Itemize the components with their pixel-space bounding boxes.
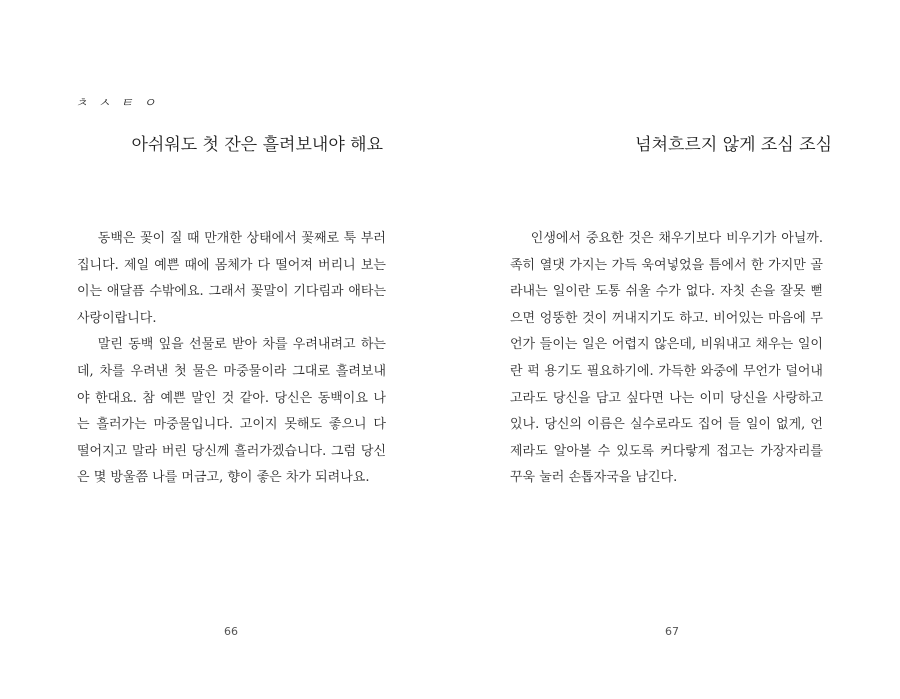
paragraph: 동백은 꽃이 질 때 만개한 상태에서 꽃째로 툭 부러집니다. 제일 예쁜 때에 몸체가 다 떨어져 버리니 보는 이는 애달픔 수밖에요. 그래서 꽃말이 기다림과 애타는 사랑이랍니다. <box>77 231 386 326</box>
page-title: 아쉬워도 첫 잔은 흘려보내야 해요 <box>131 135 383 155</box>
page-title: 넘쳐흐르지 않게 조심 조심 <box>635 135 832 155</box>
paragraph: 말린 동백 잎을 선물로 받아 차를 우려내려고 하는데, 차를 우려낸 첫 물은 마중물이라 그대로 흘려보내야 한대요. 참 예쁜 말인 것 같아. 당신은 동백이요 나는 흘러가는 마중물입니다. 고이지 못해도 좋으니 다 떨어지고 말라 버린 당신께 흘러가겠습니다. 그럼 당신은 몇 방울쯤 나를 머금고, 향이 좋은 차가 되려나요. <box>77 337 386 486</box>
page-body <box>510 226 823 492</box>
page-body <box>77 226 386 492</box>
page-number: 67 <box>665 625 679 638</box>
paragraph: 인생에서 중요한 것은 채우기보다 비우기가 아닐까. 족히 열댓 가지는 가득 욱여넣었을 틈에서 한 가지만 골라내는 일이란 도통 쉬울 수가 없다. 자칫 손을 잘못 뻗으면 엉뚱한 것이 꺼내지기도 하고. 비어있는 마음에 무언가 들이는 일은 어렵지 않은데, 비워내고 채우는 일이란 퍽 용기도 필요하기에. 가득한 와중에 무언가 덜어내고라도 당신을 담고 싶다면 나는 이미 당신을 사랑하고 있나. 당신의 이름은 실수로라도 집어 들 일이 없게, 언제라도 알아볼 수 있도록 커다랗게 접고는 가장자리를 꾸욱 눌러 손톱자국을 남긴다. <box>510 231 823 486</box>
page-number: 66 <box>224 625 238 638</box>
chapter-decoration: ㅊ ㅅ ㅌ ㅇ <box>75 96 159 111</box>
right-page <box>450 0 900 699</box>
